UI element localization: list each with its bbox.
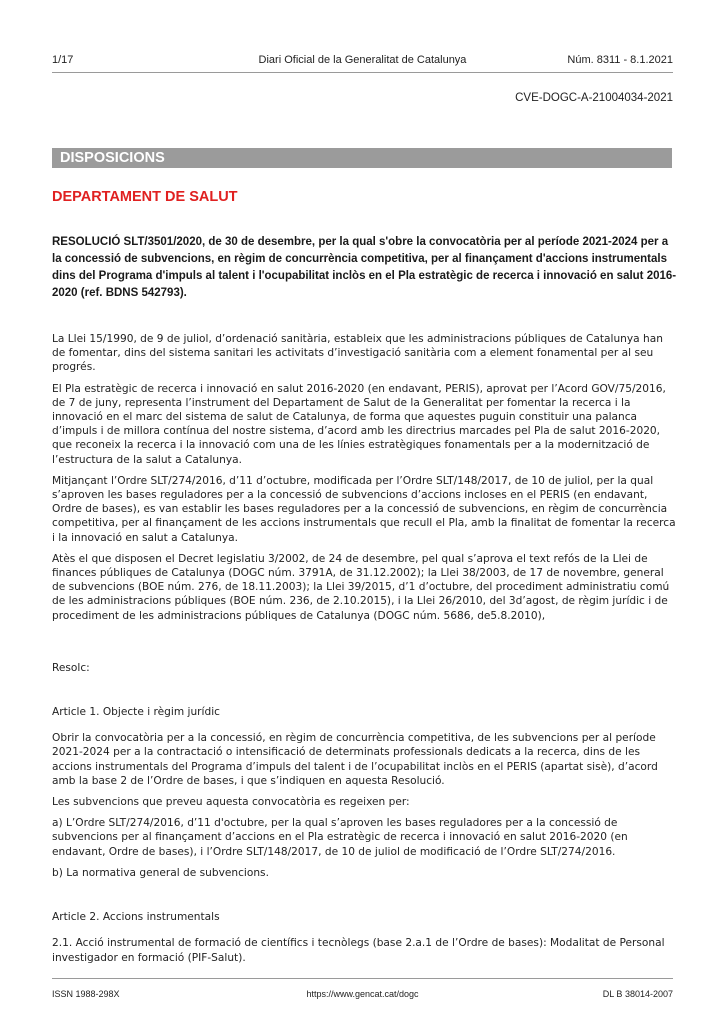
article-1-item-b: b) La normativa general de subvencions. bbox=[52, 866, 269, 879]
paragraph: El Pla estratègic de recerca i innovació en salut 2016-2020 (en endavant, PERIS), aprovat per l’Acord GOV/75/2016, de 7 de juny, representa l’instrument del Departament de Salut de la Generalitat per fomentar la recerca i la innovació en el marc del sistema de salut de Catalunya, de forma que aquestes puguin constituir una palanca d’impuls i de millora contínua del nostre sistema, d’acord amb les directrius marcades pel Pla de salut 2016-2020, que reconeix la recerca i la innovació com una de les línies estratègiques fonamentals per a la modernització de l’estructura de la salut a Catalunya. bbox=[52, 382, 666, 466]
legal-deposit: DL B 38014-2007 bbox=[602, 989, 673, 999]
paragraph: Mitjançant l’Ordre SLT/274/2016, d’11 d’octubre, modificada per l’Ordre SLT/148/2017, de 10 de juliol, per la qual s’aproven les bases reguladores per a la concessió de subvencions d’accions incloses en el PERIS (en endavant, Ordre de bases), es van establir les bases reguladores per a la concessió de subvencions, en règim de concurrència competitiva, per al finançament de les accions instrumentals que recull el Pla, amb la finalitat de fomentar la recerca i la innovació en salut a Catalunya. bbox=[52, 474, 676, 544]
article-1-heading: Article 1. Objecte i règim jurídic bbox=[52, 706, 220, 719]
journal-title: Diari Oficial de la Generalitat de Catalunya bbox=[258, 54, 467, 66]
department-title: DEPARTAMENT DE SALUT bbox=[52, 189, 238, 205]
page-number: 1/17 bbox=[52, 54, 74, 66]
article-1-item-a: a) L’Ordre SLT/274/2016, d’11 d'octubre, per la qual s’aproven les bases reguladores per a la concessió de subvencions per al finançament d’accions en el Pla estratègic de recerca i innovació en salut 2016-2020 (en endavant, Ordre de bases), i l’Ordre SLT/148/2017, de 10 de juliol de modificació de l’Ordre SLT/274/2016. bbox=[52, 817, 628, 858]
paragraph: La Llei 15/1990, de 9 de juliol, d’ordenació sanitària, estableix que les administracions públiques de Catalunya han de fomentar, dins del sistema sanitari les activitats d’investigació sanitària com a element fonamental per al seu progrés. bbox=[52, 333, 663, 374]
page-header bbox=[52, 54, 673, 68]
article-2-paragraph: 2.1. Acció instrumental de formació de científics i tecnòlegs (base 2.a.1 de l’Ordre de bases): Modalitat de Personal investigador en formació (PIF-Salut). bbox=[52, 937, 665, 964]
issue-number: Núm. 8311 - 8.1.2021 bbox=[567, 54, 673, 66]
resolution-title: RESOLUCIÓ SLT/3501/2020, de 30 de desembre, per la qual s'obre la convocatòria per al període 2021-2024 per a la concessió de subvencions, en règim de concurrència competitiva, per al finançament d'accions instrumentals dins del Programa d'impuls al talent i l'ocupabilitat inclòs en el Pla estratègic de recerca i innovació en salut 2016-2020 (ref. BDNS 542793). bbox=[52, 236, 677, 299]
document-body bbox=[52, 332, 677, 972]
article-2-heading: Article 2. Accions instrumentals bbox=[52, 911, 220, 924]
article-1-paragraph: Obrir la convocatòria per a la concessió, en règim de concurrència competitiva, de les subvencions per al període 2021-2024 per a la contractació o intensificació de determinats professionals dedicats a la recerca, dins de les accions instrumentals del Programa d’impuls del talent i de l’ocupabilitat inclòs en el PERIS (apartat sisè), d’acord amb la base 2 de l’Ordre de bases, i que s’indiquen en aquesta Resolució. bbox=[52, 732, 658, 787]
footer-divider bbox=[52, 978, 673, 979]
page-footer bbox=[52, 989, 673, 1001]
issn: ISSN 1988-298X bbox=[52, 989, 120, 999]
header-divider bbox=[52, 72, 673, 73]
resolc-label: Resolc: bbox=[52, 661, 90, 674]
section-band: DISPOSICIONS bbox=[52, 148, 672, 168]
paragraph: Atès el que disposen el Decret legislatiu 3/2002, de 24 de desembre, pel qual s’aprova el text refós de la Llei de finances públiques de Catalunya (DOGC núm. 3791A, de 31.12.2002); la Llei 38/2003, de 17 de novembre, general de subvencions (BOE núm. 276, de 18.11.2003); la Llei 39/2015, d’1 d’octubre, del procediment administratiu comú de les administracions públiques (BOE núm. 236, de 2.10.2015), i la Llei 26/2010, del 3d’agost, de règim jurídic i de procediment de les administracions públiques de Catalunya (DOGC núm. 5686, de5.8.2010), bbox=[52, 552, 670, 622]
footer-url: https://www.gencat.cat/dogc bbox=[306, 989, 419, 999]
cve-code: CVE-DOGC-A-21004034-2021 bbox=[515, 92, 673, 104]
article-1-paragraph: Les subvencions que preveu aquesta convocatòria es regeixen per: bbox=[52, 796, 410, 809]
